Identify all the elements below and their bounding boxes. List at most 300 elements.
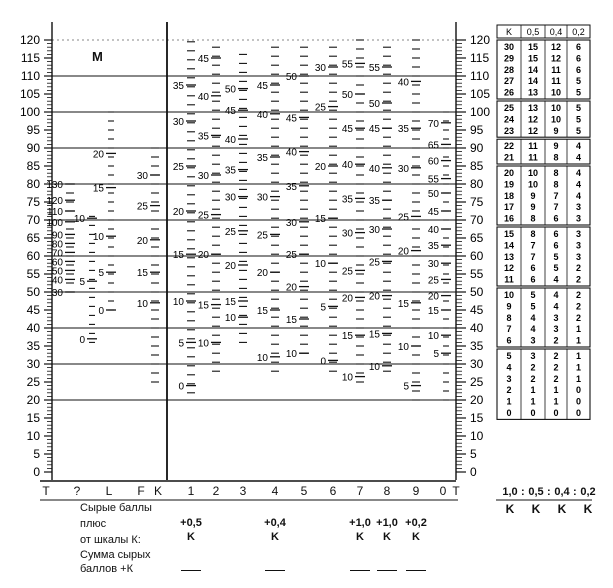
col-s2-value: 25 — [197, 210, 209, 222]
k-table-cell: 5 — [506, 351, 512, 361]
k-table-header: 0,4 — [549, 27, 563, 37]
col-s9-value: 15 — [397, 298, 409, 310]
left-scale-label: 60 — [26, 249, 40, 263]
left-scale-label: 95 — [26, 123, 40, 137]
col-s7-value: 15 — [341, 331, 353, 343]
k-table-cell: 5 — [553, 251, 559, 262]
k-addition-value: +0,5 — [180, 517, 202, 529]
right-scale-label: 50 — [470, 285, 484, 299]
k-table-cell: 1 — [575, 335, 582, 346]
k-table-cell: 5 — [575, 103, 582, 113]
raw-scores-label: Сырые баллы — [80, 502, 152, 514]
right-scale-label: 5 — [470, 447, 477, 461]
column-label: 2 — [212, 484, 220, 498]
k-table-cell: 2 — [553, 362, 559, 373]
k-table-cell: 4 — [575, 168, 582, 178]
k-table-cell: 0 — [575, 408, 582, 418]
column-label: L — [105, 484, 113, 498]
col-s9-value: 20 — [397, 246, 409, 258]
col-s8-value: 50 — [368, 99, 380, 110]
k-table-cell: 3 — [575, 229, 582, 239]
col-s3-value: 25 — [224, 226, 236, 238]
col-K-value: 25 — [136, 201, 148, 213]
col-s5-value: 15 — [285, 315, 297, 326]
k-table-cell: 15 — [527, 53, 539, 64]
k-table-cell: 4 — [553, 274, 559, 285]
k-table-cell: 5 — [530, 301, 536, 312]
col-s7-value: 35 — [341, 194, 353, 206]
col-s6-value: 20 — [314, 162, 326, 173]
right-scale-label: 20 — [470, 393, 484, 407]
col-s2-value: 40 — [197, 91, 209, 103]
col-s1-value: 20 — [172, 207, 184, 218]
col-s1-value: 30 — [172, 117, 184, 128]
k-table-cell: 3 — [575, 213, 582, 224]
col-s0-value: 60 — [427, 156, 439, 168]
col-F-value: 15 — [92, 183, 104, 195]
k-table-cell: 9 — [553, 141, 559, 152]
k-table-cell: 5 — [575, 76, 582, 87]
k-table-cell: 6 — [575, 64, 582, 75]
col-F-value: 20 — [92, 149, 104, 161]
col-L-value: 10 — [73, 214, 85, 226]
col-s2-value: 20 — [197, 250, 209, 262]
col-s9-value: 25 — [397, 212, 409, 224]
left-scale-label: 80 — [26, 177, 40, 191]
k-table-cell: 7 — [553, 190, 559, 201]
k-table-cell: 5 — [575, 125, 582, 136]
k-table-cell: 8 — [530, 229, 536, 239]
col-s4-value: 25 — [256, 230, 268, 242]
k-table-cell: 2 — [530, 373, 536, 384]
k-table-cell: 1 — [575, 324, 582, 335]
col-s5-value: 20 — [285, 282, 297, 294]
column-label: F — [137, 484, 145, 498]
right-scale-label: 70 — [470, 213, 484, 227]
k-table-cell: 7 — [506, 324, 512, 335]
k-table-cell: 6 — [553, 213, 559, 224]
right-scale-label: 30 — [470, 357, 484, 371]
right-scale-label: 85 — [470, 159, 484, 173]
col-s5-value: 50 — [285, 72, 297, 83]
k-table-cell: 4 — [553, 290, 559, 300]
k-table-cell: 13 — [527, 87, 539, 98]
k-table-cell: 11 — [551, 76, 561, 87]
k-fraction-denominator: K — [583, 502, 593, 516]
k-table-cell: 10 — [527, 179, 539, 190]
left-scale-label: 35 — [26, 339, 40, 353]
right-scale-label: 110 — [470, 69, 490, 83]
k-table-cell: 3 — [553, 324, 559, 335]
left-scale-label: 45 — [26, 303, 40, 317]
column-label: 8 — [383, 484, 391, 498]
k-table-cell: 4 — [530, 312, 536, 323]
col-s1-value: 25 — [172, 162, 184, 173]
from-k-scale-label: от шкалы К: — [80, 534, 141, 546]
col-s3-value: 50 — [224, 84, 236, 96]
k-table-cell: 0 — [506, 408, 512, 418]
k-table-cell: 11 — [551, 64, 561, 75]
k-fraction-separator: : — [573, 486, 577, 498]
k-table-cell: 4 — [506, 362, 512, 373]
k-table-cell: 8 — [530, 213, 536, 224]
k-table-cell: 11 — [528, 141, 538, 152]
k-table-cell: 9 — [506, 301, 512, 312]
k-table-cell: 25 — [503, 103, 515, 113]
col-K-value: 20 — [136, 235, 148, 247]
k-fraction-numerator: 0,4 — [554, 486, 570, 498]
k-table-cell: 6 — [553, 240, 559, 251]
col-s7-value: 40 — [341, 160, 353, 172]
k-table-cell: 12 — [550, 53, 562, 64]
k-table-cell: 13 — [527, 103, 539, 113]
k-table-cell: 3 — [575, 202, 582, 213]
k-addition-k: K — [271, 531, 279, 543]
right-scale-label: 80 — [470, 177, 484, 191]
col-q-value: 60 — [51, 257, 63, 269]
k-table-cell: 14 — [503, 240, 515, 251]
col-s0-value: 30 — [427, 259, 439, 271]
col-s0-value: 5 — [433, 349, 439, 361]
left-scale-label: 5 — [33, 447, 40, 461]
k-table-cell: 21 — [503, 152, 515, 163]
col-q-value: 50 — [51, 266, 63, 278]
k-table-cell: 11 — [528, 152, 538, 163]
col-K-value: 15 — [136, 268, 148, 280]
col-s3-value: 45 — [224, 106, 236, 118]
right-scale-label: 60 — [470, 249, 484, 263]
k-table-cell: 6 — [530, 263, 536, 274]
col-s3-value: 10 — [224, 313, 236, 325]
sum-blank-line — [265, 570, 285, 571]
k-table-cell: 28 — [503, 64, 515, 75]
left-scale-label: 50 — [26, 285, 40, 299]
k-table-cell: 3 — [575, 251, 582, 262]
k-table-cell: 1 — [575, 362, 582, 373]
col-s1-value: 35 — [172, 81, 184, 92]
k-table-cell: 2 — [506, 385, 512, 396]
left-scale-label: 65 — [26, 231, 40, 245]
k-table-cell: 3 — [530, 351, 536, 361]
k-table-cell: 4 — [575, 179, 582, 190]
col-s8-value: 35 — [368, 196, 380, 208]
k-fraction-numerator: 1,0 — [502, 486, 518, 498]
col-s8-value: 30 — [368, 225, 380, 236]
k-table-cell: 7 — [530, 251, 536, 262]
k-table-cell: 30 — [503, 42, 515, 52]
k-table-cell: 1 — [530, 396, 536, 407]
k-table-cell: 19 — [503, 179, 515, 190]
left-scale-label: 75 — [26, 195, 40, 209]
col-q-value: 40 — [51, 275, 63, 287]
col-s6-value: 5 — [320, 302, 326, 314]
sum-blank-line — [350, 570, 370, 571]
left-scale-label: 10 — [26, 429, 40, 443]
col-s7-value: 10 — [341, 372, 353, 384]
k-table-cell: 7 — [530, 240, 536, 251]
column-label: ? — [73, 484, 81, 498]
left-scale-label: 115 — [20, 51, 40, 65]
col-L-value: 5 — [79, 277, 85, 289]
col-s4-value: 10 — [256, 352, 268, 364]
k-table-cell: 12 — [527, 114, 539, 125]
left-scale-label: 120 — [19, 33, 40, 47]
right-scale-label: 120 — [470, 33, 491, 47]
col-s5-value: 30 — [285, 217, 297, 229]
col-s5-value: 25 — [285, 250, 297, 262]
k-table-cell: 16 — [503, 213, 515, 224]
col-s2-value: 45 — [197, 54, 209, 65]
k-table-cell: 8 — [553, 168, 559, 178]
column-label: 6 — [329, 484, 337, 498]
col-s6-value: 25 — [314, 102, 326, 114]
col-s7-value: 25 — [341, 266, 353, 278]
col-s7-value: 45 — [341, 124, 353, 136]
left-scale-label: 105 — [19, 87, 40, 101]
col-s8-value: 25 — [368, 257, 380, 269]
column-label: T — [452, 484, 460, 498]
right-scale-label: 115 — [470, 51, 490, 65]
col-q-value: 80 — [51, 239, 63, 251]
left-scale-label: 40 — [26, 321, 40, 335]
k-table-cell: 2 — [553, 335, 559, 346]
right-scale-label: 65 — [470, 231, 484, 245]
k-addition-value: +0,2 — [405, 517, 427, 529]
k-addition-value: +0,4 — [264, 517, 286, 529]
col-s9-value: 10 — [397, 342, 409, 353]
k-table-cell: 10 — [550, 103, 562, 113]
col-F-value: 5 — [98, 268, 104, 280]
col-q-value: 120 — [46, 196, 63, 208]
left-scale-label: 90 — [26, 141, 40, 155]
k-fraction-separator: : — [521, 486, 525, 498]
left-scale-label: 85 — [26, 159, 40, 173]
k-table-cell: 0 — [553, 408, 559, 418]
col-s6-value: 0 — [320, 356, 326, 368]
col-s3-value: 20 — [224, 261, 236, 272]
col-s0-value: 20 — [427, 291, 439, 303]
col-s1-value: 15 — [172, 250, 184, 262]
col-s1-value: 10 — [172, 297, 184, 308]
left-scale-label: 100 — [19, 105, 40, 119]
k-table-cell: 3 — [553, 312, 559, 323]
k-table-cell: 1 — [530, 385, 536, 396]
k-table-cell: 18 — [503, 190, 515, 201]
col-s3-value: 40 — [224, 135, 236, 146]
column-label: 1 — [187, 484, 195, 498]
k-table-cell: 14 — [527, 76, 539, 87]
col-K-value: 10 — [136, 298, 148, 310]
column-label: T — [42, 484, 50, 498]
sum-blank-line — [406, 570, 426, 571]
k-addition-k: K — [412, 531, 420, 543]
k-table-cell: 10 — [550, 87, 562, 98]
column-label: 9 — [412, 484, 420, 498]
k-table-cell: 1 — [575, 351, 582, 361]
col-s0-value: 45 — [427, 207, 439, 218]
col-s5-value: 45 — [285, 113, 297, 125]
k-table-cell: 26 — [503, 87, 515, 98]
k-table-cell: 3 — [506, 373, 512, 384]
col-q-value: 110 — [47, 207, 63, 218]
left-scale-label: 55 — [26, 267, 40, 281]
k-table-cell: 9 — [530, 202, 536, 213]
k-table-cell: 2 — [575, 263, 582, 274]
col-s6-value: 10 — [314, 259, 326, 271]
k-table-header: K — [505, 27, 513, 37]
scale-letter-m: M — [92, 49, 103, 64]
col-s7-value: 20 — [341, 293, 353, 305]
k-table-cell: 8 — [553, 179, 559, 190]
left-scale-label: 70 — [26, 213, 40, 227]
k-addition-k: K — [187, 531, 195, 543]
column-label: K — [153, 484, 162, 498]
col-s0-value: 15 — [427, 306, 439, 317]
column-label: 3 — [239, 484, 247, 498]
k-table-cell: 5 — [575, 114, 582, 125]
col-s0-value: 35 — [427, 241, 439, 253]
col-s2-value: 10 — [197, 338, 209, 350]
col-s8-value: 15 — [368, 329, 380, 341]
k-table-cell: 1 — [506, 396, 512, 407]
right-scale-label: 105 — [470, 87, 491, 101]
col-s0-value: 70 — [427, 118, 439, 130]
col-s7-value: 50 — [341, 90, 353, 101]
col-s2-value: 30 — [197, 171, 209, 182]
k-table-cell: 3 — [530, 335, 536, 346]
right-scale-label: 35 — [470, 339, 484, 353]
k-table-cell: 12 — [550, 42, 562, 52]
k-table-cell: 6 — [553, 229, 559, 239]
k-table-cell: 0 — [530, 408, 536, 418]
k-table-cell: 4 — [575, 190, 582, 201]
col-s4-value: 40 — [256, 109, 268, 121]
col-s9-value: 5 — [403, 381, 409, 393]
k-fraction-denominator: K — [557, 502, 567, 516]
right-scale-label: 55 — [470, 267, 484, 281]
k-table-cell: 23 — [503, 125, 515, 136]
k-addition-value: +1,0 — [349, 517, 371, 529]
k-table-cell: 1 — [553, 385, 559, 396]
column-label: 0 — [439, 484, 447, 498]
right-scale-label: 100 — [470, 105, 491, 119]
k-table-cell: 29 — [503, 53, 515, 64]
k-table-cell: 4 — [575, 141, 582, 152]
k-table-cell: 13 — [503, 251, 515, 262]
k-table-cell: 10 — [550, 114, 562, 125]
sum-plus-k-label: баллов +К — [80, 563, 133, 575]
column-label: 5 — [300, 484, 308, 498]
col-s3-value: 30 — [224, 192, 236, 204]
col-s4-value: 20 — [256, 268, 268, 280]
col-s1-value: 5 — [178, 338, 184, 350]
right-scale-label: 0 — [470, 465, 477, 479]
k-table-cell: 14 — [527, 64, 539, 75]
k-table-cell: 20 — [503, 168, 515, 178]
col-s4-value: 15 — [256, 306, 268, 317]
sum-raw-scores-label: Сумма сырых — [80, 549, 151, 561]
col-s0-value: 40 — [427, 225, 439, 236]
left-scale-label: 30 — [26, 357, 40, 371]
col-s0-value: 25 — [427, 275, 439, 287]
col-s8-value: 40 — [368, 163, 380, 175]
k-addition-k: K — [356, 531, 364, 543]
k-fraction-numerator: 0,5 — [528, 486, 544, 498]
k-table-cell: 0 — [575, 385, 582, 396]
k-table-cell: 24 — [503, 114, 515, 125]
k-table-cell: 8 — [506, 312, 512, 323]
k-table-header: 0,5 — [526, 27, 540, 37]
column-label: 7 — [356, 484, 364, 498]
col-s9-value: 40 — [397, 77, 409, 89]
k-table-cell: 5 — [575, 87, 582, 98]
k-table-cell: 2 — [530, 362, 536, 373]
col-s5-value: 40 — [285, 147, 297, 159]
right-scale-label: 45 — [470, 303, 484, 317]
k-table-cell: 0 — [575, 396, 582, 407]
k-table-cell: 3 — [575, 240, 582, 251]
col-s1-value: 0 — [178, 381, 184, 393]
col-s6-value: 30 — [314, 63, 326, 74]
k-table-cell: 4 — [530, 324, 536, 335]
k-table-cell: 2 — [575, 312, 582, 323]
k-table-cell: 6 — [530, 274, 536, 285]
col-s8-value: 10 — [368, 361, 380, 373]
k-table-cell: 2 — [575, 290, 582, 300]
col-q-value: 30 — [51, 288, 63, 299]
k-table-cell: 1 — [575, 373, 582, 384]
k-table-cell: 6 — [575, 53, 582, 64]
col-s0-value: 50 — [427, 189, 439, 200]
right-scale-label: 95 — [470, 123, 484, 137]
k-table-cell: 22 — [503, 141, 515, 152]
col-s4-value: 30 — [256, 192, 268, 204]
col-s9-value: 35 — [397, 124, 409, 136]
k-table-header: 0,2 — [572, 27, 585, 37]
k-table-cell: 4 — [575, 152, 582, 163]
k-table-cell: 6 — [506, 335, 512, 346]
k-addition-k: K — [383, 531, 391, 543]
col-s8-value: 20 — [368, 291, 380, 303]
col-s3-value: 35 — [224, 165, 236, 177]
k-fraction-denominator: K — [531, 502, 541, 516]
k-addition-value: +1,0 — [376, 517, 398, 529]
col-s6-value: 15 — [314, 214, 326, 226]
left-scale-label: 110 — [20, 69, 40, 83]
col-s2-value: 35 — [197, 131, 209, 143]
col-s3-value: 15 — [224, 297, 236, 308]
col-q-value: 100 — [46, 217, 63, 229]
sum-blank-line — [377, 570, 397, 571]
k-table-cell: 15 — [503, 229, 515, 239]
k-table-cell: 11 — [504, 274, 514, 285]
k-table-cell: 1 — [553, 396, 559, 407]
left-scale-label: 0 — [33, 465, 40, 479]
k-table-cell: 12 — [527, 125, 539, 136]
col-s9-value: 30 — [397, 163, 409, 175]
k-table-cell: 2 — [575, 301, 582, 312]
right-scale-label: 40 — [470, 321, 484, 335]
right-scale-label: 10 — [470, 429, 484, 443]
right-scale-label: 15 — [470, 411, 484, 425]
k-table-cell: 15 — [527, 42, 539, 52]
k-table-cell: 12 — [503, 263, 515, 274]
k-fraction-separator: : — [547, 486, 551, 498]
sum-blank-line — [181, 570, 201, 571]
col-s5-value: 35 — [285, 181, 297, 193]
col-s7-value: 30 — [341, 228, 353, 240]
k-table-cell: 4 — [553, 301, 559, 312]
